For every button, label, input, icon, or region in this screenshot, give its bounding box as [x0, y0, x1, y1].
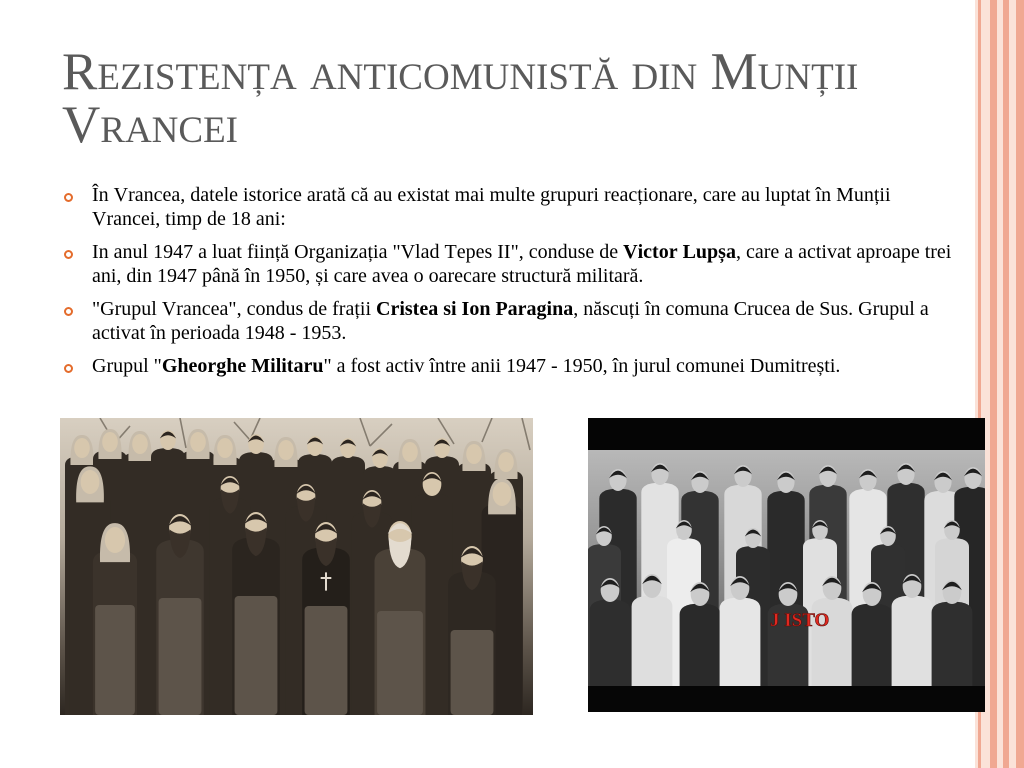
figure-legs [95, 605, 135, 715]
bold-person-name: Victor Lupșa [623, 241, 736, 263]
bullet-text-segment: " a fost activ între anii 1947 - 1950, în jurul comunei Dumitrești. [323, 355, 841, 377]
slide-title: Rezistența anticomunistă din Munții Vrancei [62, 43, 859, 154]
figure-face [278, 440, 294, 460]
group-photo-right [588, 418, 985, 712]
bullet-text-segment: , care a activat aproape trei ani, din 1947 până în 1950, și care avea o oarecare structură militară. [92, 241, 952, 287]
figure-legs [377, 611, 423, 715]
figure-legs [235, 596, 278, 715]
figure-body [590, 600, 631, 688]
figure-body [852, 604, 893, 688]
bullet-circle-icon [64, 250, 73, 259]
bullet-text [92, 241, 951, 287]
figure-face [466, 444, 482, 464]
figure-face [498, 452, 514, 472]
person-figure [156, 514, 204, 715]
group-photo-left [60, 418, 533, 715]
figure-legs [305, 606, 348, 715]
bullet-text [92, 355, 840, 377]
figure-body [632, 596, 673, 688]
figure-legs [451, 630, 494, 715]
people-group [588, 463, 985, 688]
figure-face [81, 470, 100, 494]
figure-face [402, 442, 418, 462]
person-figure [302, 522, 350, 715]
figure-face [105, 527, 125, 553]
person-figure [232, 512, 280, 715]
figure-legs [159, 598, 202, 715]
bullet-text-segment: , născuți în comuna Crucea de Sus. Grupul a activat în perioada 1948 - 1953. [92, 298, 929, 344]
figure-face [190, 432, 206, 452]
figure-face [493, 482, 512, 506]
people-group [65, 429, 523, 715]
figure-face [217, 438, 233, 458]
bullet-text-segment: "Grupul Vrancea", condus de frații [92, 298, 377, 320]
bullet-item [92, 297, 957, 345]
bullet-text [92, 298, 929, 344]
black-band-top [588, 418, 985, 450]
figure-body [892, 596, 933, 688]
bullet-circle-icon [64, 193, 73, 202]
figure-face [74, 438, 90, 458]
black-band-bottom [588, 686, 985, 712]
figure-face [102, 432, 118, 452]
bullet-text-segment: In anul 1947 a luat ființă Organizația "Vlad Tepes II", conduse de [92, 241, 624, 263]
figure-body [680, 604, 721, 688]
figure-face [132, 434, 148, 454]
bullet-text [92, 184, 891, 230]
bullet-circle-icon [64, 307, 73, 316]
figure-body [720, 598, 761, 688]
bullet-circle-icon [64, 364, 73, 373]
bullet-item [92, 354, 957, 378]
bold-person-name: Gheorghe Militaru [161, 355, 324, 377]
photo-overlay-text: J ISTO [770, 610, 830, 631]
bullet-item [92, 240, 957, 288]
bullet-item [92, 183, 957, 231]
bullet-list [92, 183, 957, 387]
figure-body [932, 602, 973, 688]
bullet-text-segment: În Vrancea, datele istorice arată că au existat mai multe grupuri reacționare, care au luptat în Munții Vrancei, timp de 18 ani: [92, 184, 891, 230]
bold-person-name: Cristea si Ion Paragina [376, 298, 574, 320]
group-photo-left-image [60, 418, 533, 715]
bullet-text-segment: Grupul " [92, 355, 162, 377]
group-photo-right-image [588, 418, 985, 712]
